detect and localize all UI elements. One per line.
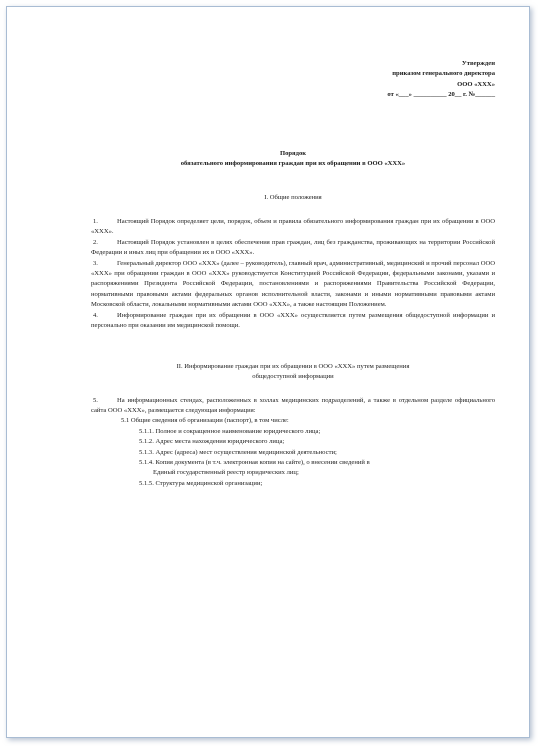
heading-line: общедоступной информации	[252, 372, 334, 380]
document-page	[6, 6, 530, 738]
approval-block	[91, 59, 495, 101]
paragraph-text: Настоящий Порядок установлен в целях обеспечения прав граждан, лиц без гражданства, проживающих на территории Российской Федерации и иных лиц при обращении их в ООО «ХХХ».	[91, 238, 495, 257]
list-item: 5.1 Общие сведения об организации (паспорт), в том числе:	[121, 417, 289, 425]
section-2-heading	[91, 362, 495, 382]
paragraph-text: Настоящий Порядок определяет цели, порядок, объем и правила обязательного информирования граждан при их обращении в ООО «ХХХ».	[91, 218, 495, 236]
list-item: 5.1.5. Структура медицинской организации;	[139, 479, 263, 487]
list-item: 5.1.3. Адрес (адреса) мест осуществления медицинской деятельности;	[139, 448, 337, 456]
paragraph-number: 1.	[93, 218, 98, 226]
title-line: Порядок	[279, 149, 307, 157]
paragraph	[91, 217, 495, 238]
document-title	[91, 149, 495, 169]
paragraph	[91, 311, 495, 332]
section-1-heading: I. Общие положения	[264, 193, 322, 201]
list-item: 5.1.2. Адрес места нахождения юридического лица;	[139, 438, 285, 446]
list-item: 5.1.1. Полное и сокращенное наименование юридического лица;	[139, 427, 321, 435]
list-item-continuation: Единый государственный реестр юридических лиц;	[153, 469, 299, 477]
paragraph	[91, 259, 495, 311]
heading-line: II. Информирование граждан при их обращении в ООО «ХХХ» путем размещения	[176, 362, 410, 370]
approval-line: Утвержден	[461, 60, 495, 67]
paragraph-number: 3.	[93, 259, 98, 267]
section-2-items	[91, 396, 495, 490]
paragraph	[91, 238, 495, 259]
approval-line: ООО «ХХХ»	[457, 80, 495, 88]
approval-line: приказом генерального директора	[392, 70, 495, 78]
paragraph-number: 2.	[93, 238, 98, 246]
paragraph-text: Генеральный директор ООО «ХХХ» (далее – руководитель), главный врач, административный, медицинский и прочий персонал ООО «ХХХ» при обращении граждан в ООО «ХХХ» руководствуется Конституцией Российской Федерации, федеральными законами, указами и распоряжениями Президента Российской Федерации, постановлениями и распоряжениями Правительства Российской Федерации, нормативными правовыми актами федеральных органов исполнительной власти, законами и иными нормативными правовыми актами Московской области, локальными нормативными актами ООО «ХХХ», а также настоящим Положением.	[91, 259, 495, 309]
paragraph-number: 5.	[93, 396, 98, 404]
title-line: обязательного информирования граждан при их обращении в ООО «ХХХ»	[180, 159, 406, 167]
paragraph	[91, 396, 495, 417]
document-body	[91, 59, 495, 489]
paragraph-text: Информирование граждан при их обращении в ООО «ХХХ» осуществляется путем размещения общедоступной информации и персонально при оказании им медицинской помощи.	[91, 311, 495, 330]
approval-line: от «___» __________ 20__ г. №______	[387, 91, 495, 99]
list-item: 5.1.4. Копия документа (в т.ч. электронная копия на сайте), о внесении сведений в	[139, 458, 370, 466]
paragraph-text: На информационных стендах, расположенных в холлах медицинских подразделений, а также в отдельном разделе официального сайта ООО «ХХХ», размещается следующая информация:	[91, 396, 495, 414]
paragraph-number: 4.	[93, 311, 98, 319]
section-1-items	[91, 217, 495, 331]
